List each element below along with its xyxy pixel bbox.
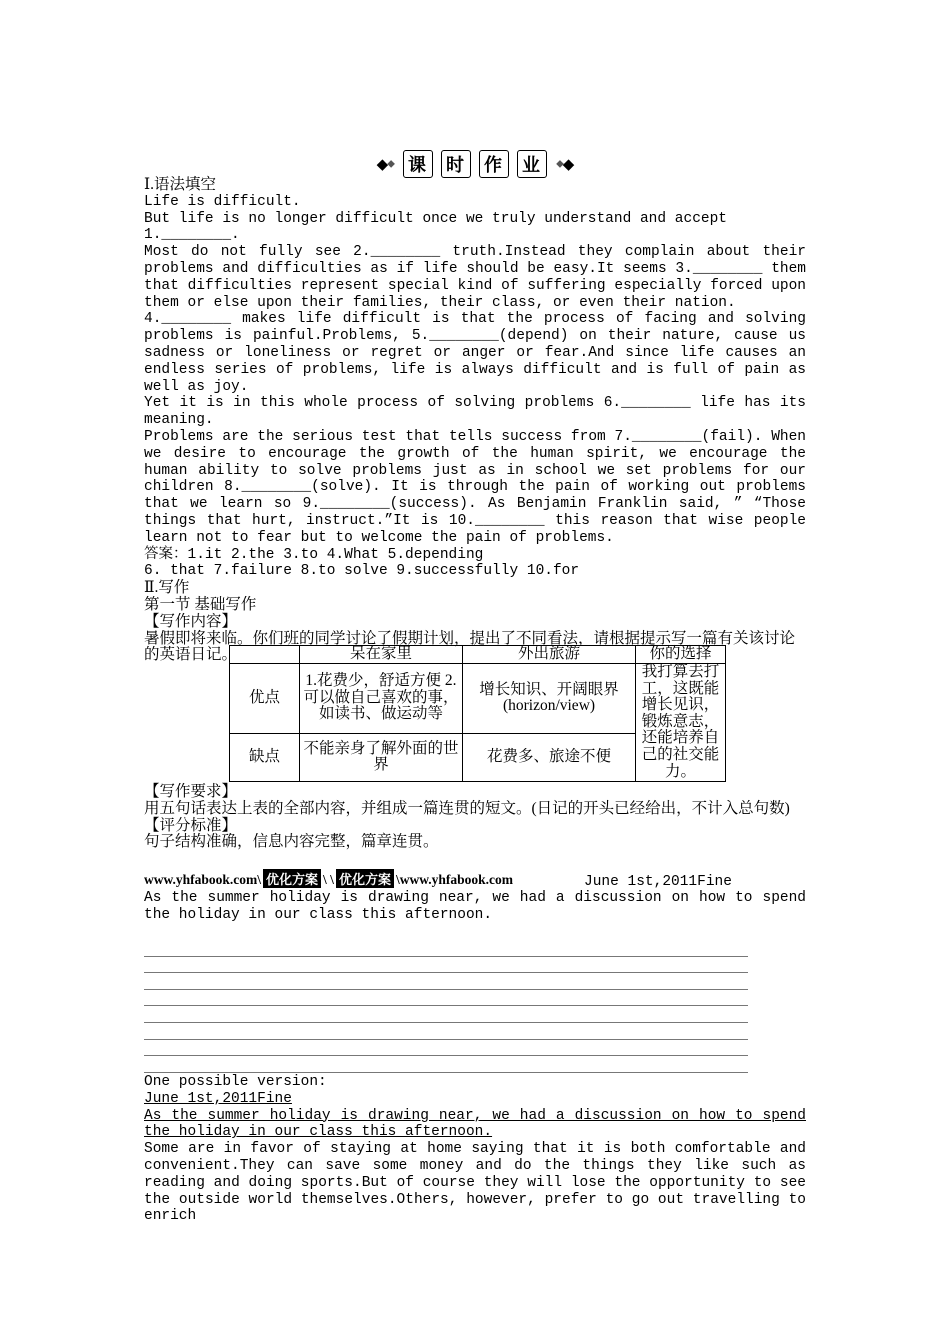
diamond-icon: ◆ [562, 155, 574, 173]
passage-paragraph: 4.________ makes life difficult is that the process of facing and solving problems is painful.Problems, 5.________(depend) on their nature, cause us sadness or loneliness or regret or anger or fear.And since life causes an endless series of problems, life is always difficult and is full of pain as well as joy. [144, 311, 806, 395]
blank-line [144, 990, 748, 1007]
blank-line [144, 1040, 748, 1057]
column-header: 外出旅游 [463, 646, 636, 664]
answer-key: 答案：1.it 2.the 3.to 4.What 5.depending [144, 546, 484, 563]
version-body: Some are in favor of staying at home saying that it is both comfortable and convenient.They can save some money and do the things they like such as reading and doing sports.But of course they will lose the opportunity to see the outside world themselves.Others, however, prefer to go out travelling to enrich [144, 1141, 806, 1225]
content-label: 【写作内容】 [144, 612, 238, 630]
writing-requirements [144, 784, 806, 851]
watermark-banner: www.yhfabook.com\ 优化方案 \ \ 优化方案 \www.yhfabook.com [144, 869, 513, 888]
section-heading: Ⅰ.语法填空 [144, 176, 216, 193]
title-char: 时 [441, 150, 471, 178]
plan-table [229, 645, 726, 782]
small-diamond-icon: ◆ [387, 158, 394, 170]
score-label: 【评分标准】 [144, 816, 238, 834]
page-title [0, 150, 950, 178]
banner-url: www.yhfabook.com [399, 872, 513, 887]
banner-brand: 优化方案 [263, 869, 321, 888]
blank-line [144, 1056, 748, 1073]
diary-date: June 1st,2011Fine [584, 874, 732, 890]
title-char: 业 [517, 150, 547, 178]
version-opening: As the summer holiday is drawing near, we had a discussion on how to spend the holiday in our class this afternoon. [144, 1107, 806, 1141]
small-diamond-icon: ◆ [556, 158, 563, 170]
title-char: 作 [479, 150, 509, 178]
diamond-icon: ◆ [376, 155, 388, 173]
title-char: 课 [403, 150, 433, 178]
table-cell: 我打算去打工，这既能增长见识，锻炼意志，还能培养自己的社交能力。 [636, 663, 726, 781]
table-corner [230, 646, 300, 664]
requirement-label: 【写作要求】 [144, 783, 238, 800]
score-text: 句子结构准确，信息内容完整，篇章连贯。 [144, 833, 439, 851]
subsection-heading: 第一节 基础写作 [144, 595, 257, 613]
blank-line [144, 957, 748, 974]
table-cell: 1.花费少，舒适方便 2. 可以做自己喜欢的事，如读书、做运动等 [300, 663, 463, 733]
row-header: 缺点 [230, 733, 300, 781]
passage-paragraph: Yet it is in this whole process of solving problems 6.________ life has its meaning. [144, 395, 806, 429]
answer-lines [144, 940, 748, 1073]
blank-line [144, 973, 748, 990]
blank-line [144, 1023, 748, 1040]
banner-url: www.yhfabook.com [144, 872, 258, 887]
diary-opening: As the summer holiday is drawing near, we had a discussion on how to spend the holiday in our class this afternoon. [144, 890, 806, 923]
passage-paragraph: Problems are the serious test that tells success from 7.________(fail). When we desire to encourage the growth of the human spirit, we encourage the human ability to solve problems just as in school we set problems for our children 8.________(solve). It is through the pain of working out problems that we learn so 9.________(success). As Benjamin Franklin said, ” “Those things that hurt, instruct.”It is 10.________ this reason that wise people learn not to fear but to welcome the pain of problems. [144, 428, 806, 546]
content-text: 暑假即将来临。你们班的同学讨论了假期计划，提出了不同看法，请根据提示写一篇有关该讨论的英语日记。 [144, 629, 796, 664]
passage-line: But life is no longer difficult once we truly understand and accept 1.________. [144, 210, 727, 244]
blank-line [144, 1006, 748, 1023]
version-label: One possible version: [144, 1074, 327, 1090]
section-heading: Ⅱ.写作 [144, 579, 190, 597]
table-cell: 增长知识、开阔眼界(horizon/view) [463, 663, 636, 733]
version-date: June 1st,2011Fine [144, 1090, 292, 1107]
grammar-section [144, 177, 806, 664]
passage-line: Life is difficult. [144, 193, 301, 210]
column-header: 呆在家里 [300, 646, 463, 664]
answer-key: 6. that 7.failure 8.to solve 9.successfully 10.for [144, 563, 580, 580]
table-cell: 花费多、旅途不便 [463, 733, 636, 781]
requirement-text: 用五句话表达上表的全部内容，并组成一篇连贯的短文。(日记的开头已经给出，不计入总句数) [144, 799, 790, 817]
blank-line [144, 940, 748, 957]
banner-brand: 优化方案 [336, 869, 394, 888]
model-answer [144, 1074, 806, 1225]
column-header: 你的选择 [636, 646, 726, 664]
table-cell: 不能亲身了解外面的世界 [300, 733, 463, 781]
passage-paragraph: Most do not fully see 2.________ truth.Instead they complain about their problems and difficulties as if life should be easy.It seems 3.________ them that difficulties represent special kind of suffering especially forced upon them or else upon their families, their class, or even their nation. [144, 244, 806, 311]
row-header: 优点 [230, 663, 300, 733]
